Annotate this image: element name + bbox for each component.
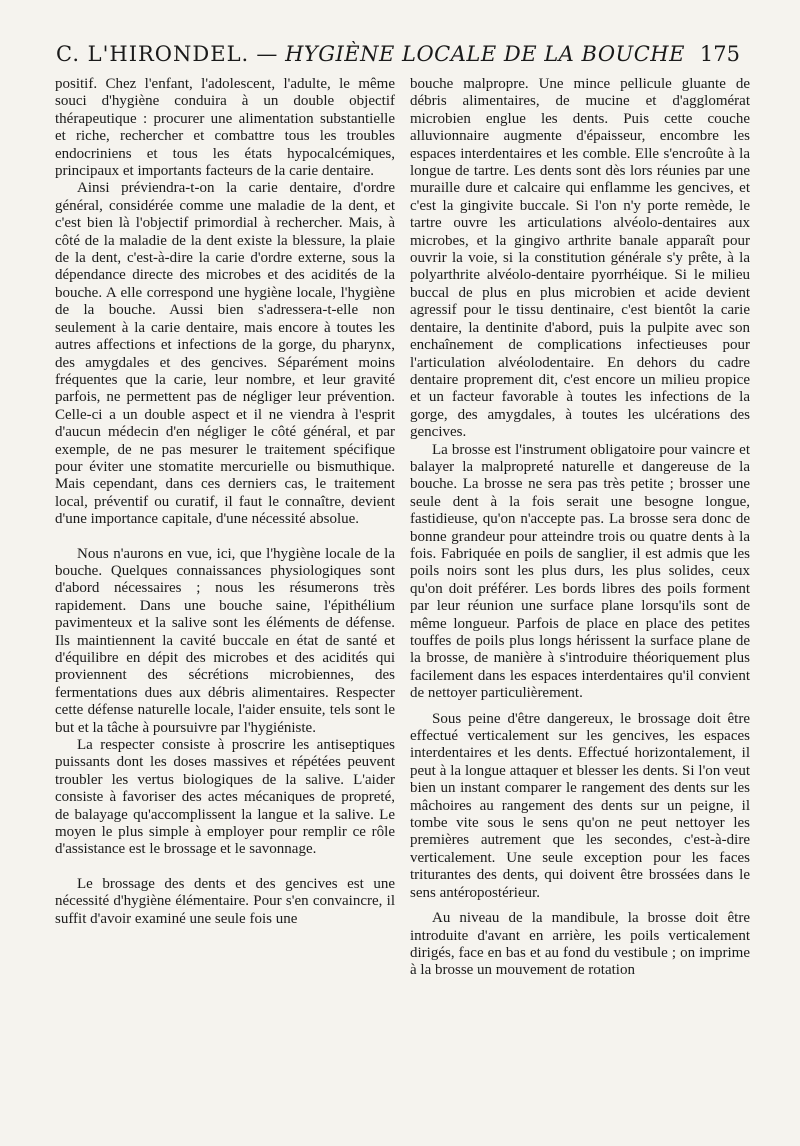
paragraph: La respecter consiste à proscrire les antiseptiques puissants dont les doses massives et répétées peuvent troubler les vertus biologiques de la salive. L'aider consiste à favoriser des actes mécaniques de propreté, de balayage qu'accomplissent la langue et la salive. Le moyen le plus simple à employer pour remplir ce rôle d'assistance est le brossage et le savonnage. [55, 737, 395, 858]
author-name: C. L'HIRONDEL. [56, 42, 250, 66]
left-column [55, 76, 395, 928]
running-head [56, 42, 685, 66]
paragraph: Nous n'aurons en vue, ici, que l'hygiène locale de la bouche. Quelques connaissances physiologiques sont d'abord nécessaires ; nous les résumerons très rapidement. Dans une bouche saine, l'épithélium pavimenteux et la salive sont les éléments de défense. Ils maintiennent la cavité buccale en état de santé et d'équilibre en dépit des microbes et des acidités qui proviennent des sécrétions microbiennes, des fermentations dues aux débris alimentaires. Respecter cette défense naturelle locale, l'aider ensuite, tels sont le but et la tâche à poursuivre par l'hygiéniste. [55, 545, 395, 736]
paragraph: Ainsi préviendra-t-on la carie dentaire, d'ordre général, considérée comme une maladie de la dent, et c'est bien là l'objectif primordial à rechercher. Mais, à côté de la maladie de la dent existe la blessure, la plaie de la dent, c'est-à-dire la carie d'ordre externe, sous la dépendance directe des microbes et des acidités de la bouche. A elle correspond une hygiène locale, l'hygiène de la bouche. Aussi bien s'adressera-t-elle non seulement à la carie dentaire, mais encore à toutes les autres affections et infections de la gorge, du pharynx, des amygdales et des gencives. Séparément moins fréquentes que la carie, leur nombre, et leur gravité parfois, ne permettent pas de négliger leur prévention. Celle-ci a un double aspect et il ne viendra à l'esprit d'aucun médecin d'en négliger le côté général, et par exemple, de ne pas mesurer le traitement spécifique pour éviter une stomatite mercurielle ou bismuthique. Mais cependant, dans ces derniers cas, le traitement local, préventif ou curatif, il faut le connaître, devient d'une importance capitale, d'une nécessité absolue. [55, 180, 395, 528]
page-number: 175 [699, 42, 740, 66]
paragraph: Au niveau de la mandibule, la brosse doit être introduite d'avant en arrière, les poils verticalement dirigés, face en bas et au fond du vestibule ; on imprime à la brosse un mouvement de rotation [410, 910, 750, 979]
article-title: HYGIÈNE LOCALE DE LA BOUCHE [285, 42, 685, 66]
paragraph: La brosse est l'instrument obligatoire pour vaincre et balayer la malpropreté naturelle et dangereuse de la bouche. La brosse ne sera pas très petite ; brosser une seule dent à la fois serait une besogne longue, fastidieuse, qu'on n'accepte pas. La brosse sera donc de bonne grandeur pour atteindre trois ou quatre dents à la fois. Fabriquée en poils de sanglier, il est admis que les poils noirs sont les plus durs, les plus solides, ceux qu'on doit préférer. Les bords libres des poils forment par leur réunion une surface plane lorsqu'ils sont de même longueur. Parfois de place en place des petites touffes de poils plus longs hérissent la surface plane de la brosse, de manière à s'introduire théoriquement plus facilement dans les espaces interdentaires qu'il convient de nettoyer particulièrement. [410, 441, 750, 702]
right-column [410, 76, 750, 980]
paragraph: bouche malpropre. Une mince pellicule gluante de débris alimentaires, de mucine et d'agglomérat microbien englue les dents. Puis cette couche alluvionnaire augmente d'épaisseur, encombre les espaces interdentaires et les comble. Elle s'encroûte à la longue de tartre. Les dents sont dès lors réunies par une muraille dure et calcaire qui enflamme les gencives, et c'est la gingivite buccale. Si l'on n'y porte remède, le tartre ouvre les articulations alvéolo-dentaires aux microbes, et la gingivo arthrite banale apparaît pour ouvrir la voie, si la constitution générale s'y prête, à la polyarthrite alvéolo-dentaire pyorrhéique. Si le milieu buccal de plus en plus microbien et acide devient agressif pour le tissu dentinaire, c'est bientôt la carie dentaire, la dentinite d'abord, puis la pulpite avec son enchaînement de complications infectieuses pour l'articulation alvéolodentaire. En dehors du cadre dentaire proprement dit, c'est encore un milieu propice et un facteur favorable à toutes les infections de la gorge, des amygdales, à toutes les ulcérations des gencives. [410, 76, 750, 441]
paragraph: Sous peine d'être dangereux, le brossage doit être effectué verticalement sur les gencives, les espaces interdentaires et les dents. Effectué horizontalement, il peut à la longue attaquer et blesser les dents. Si l'on veut bien un instant comparer le rangement des dents sur les mâchoires au rangement des dents sur un peigne, il tombe vite sous le sens qu'on ne peut nettoyer les premières autrement que les secondes, c'est-à-dire verticalement. Une seule exception pour les faces triturantes des dents, qui doivent être brossées dans le sens antéropostérieur. [410, 710, 750, 901]
paragraph: positif. Chez l'enfant, l'adolescent, l'adulte, le même souci d'hygiène conduira à un double objectif thérapeutique : procurer une alimentation substantielle et riche, rechercher et combattre tous les troubles endocriniens et tous les états hypocalcémiques, principaux et importants facteurs de la carie dentaire. [55, 76, 395, 180]
header-dash: — [256, 42, 278, 66]
paragraph: Le brossage des dents et des gencives est une nécessité d'hygiène élémentaire. Pour s'en convaincre, il suffit d'avoir examiné une seule fois une [55, 875, 395, 927]
running-header [56, 42, 740, 72]
